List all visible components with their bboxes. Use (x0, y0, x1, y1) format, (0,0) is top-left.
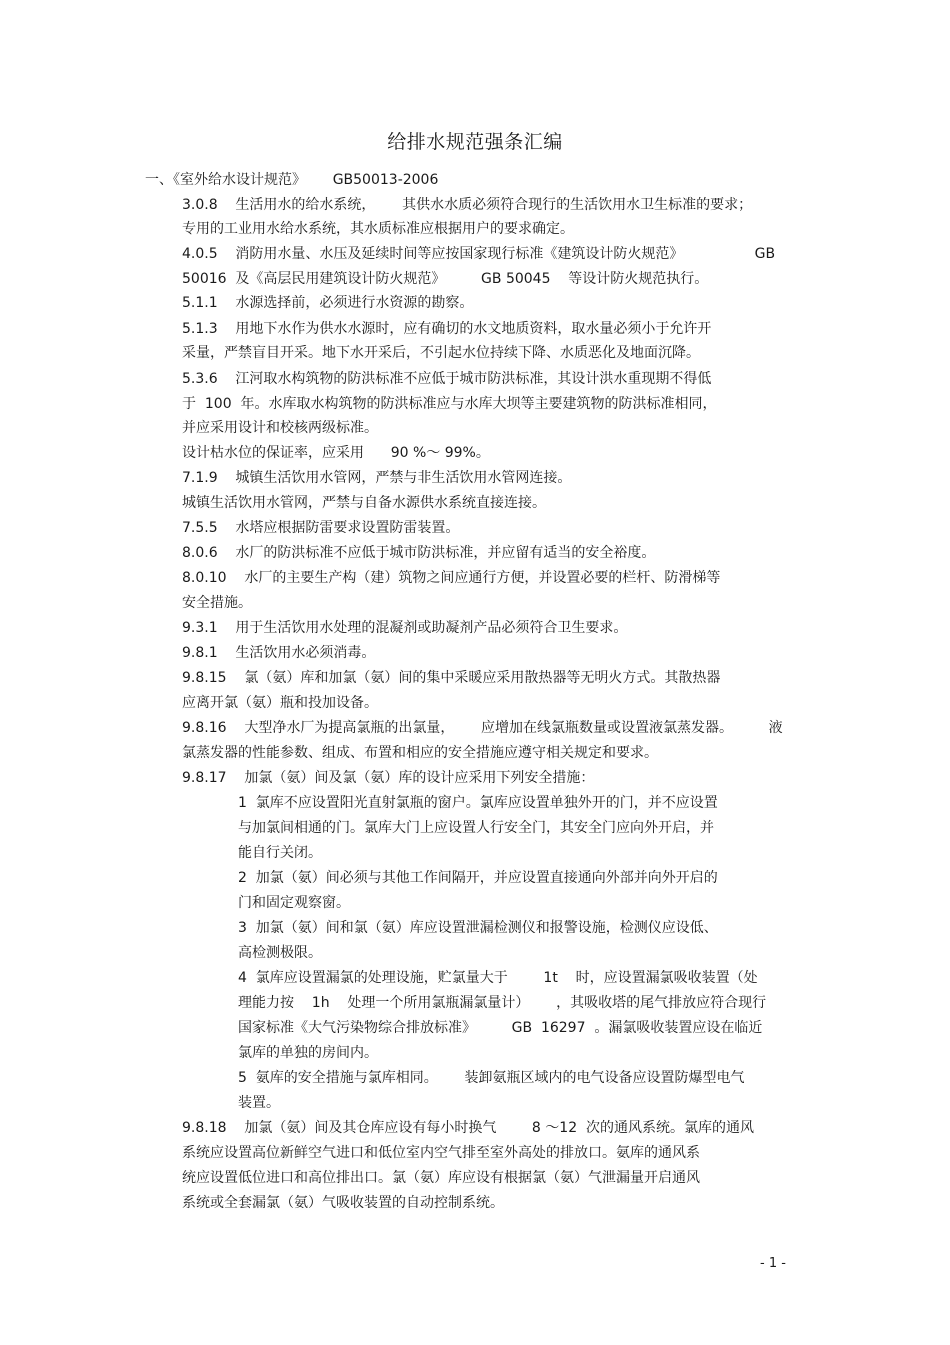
text-line: 8.0.10 水厂的主要生产构（建）筑物之间应通行方便，并设置必要的栏杆、防滑梯等 (182, 570, 721, 586)
text-line: 50016 及《高层民用建筑设计防火规范》 GB 50045 等设计防火规范执行。 (182, 271, 709, 287)
page-title: 给排水规范强条汇编 (387, 131, 563, 153)
list-item-continuation: 高检测极限。 (238, 945, 322, 961)
text-line: 设计枯水位的保证率，应采用 90 %～ 99%。 (182, 445, 490, 461)
text-line: 并应采用设计和校核两级标准。 (182, 420, 378, 436)
page-number: - 1 - (760, 1256, 786, 1271)
list-item: 2 加氯（氨）间必须与其他工作间隔开，并应设置直接通向外部并向外开启的 (238, 870, 718, 886)
text-line: 7.1.9 城镇生活饮用水管网，严禁与非生活饮用水管网连接。 (182, 470, 572, 486)
list-item-continuation: 氯库的单独的房间内。 (238, 1045, 378, 1061)
text-line: 于 100 年。水库取水构筑物的防洪标准应与水库大坝等主要建筑物的防洪标准相同， (182, 396, 717, 412)
list-item-continuation: 能自行关闭。 (238, 845, 322, 861)
list-item-continuation: 与加氯间相通的门。氯库大门上应设置人行安全门，其安全门应向外开启，并 (238, 820, 714, 836)
text-line: 5.3.6 江河取水构筑物的防洪标准不应低于城市防洪标准，其设计洪水重现期不得低 (182, 371, 712, 387)
list-item-continuation: 国家标准《大气污染物综合排放标准》 GB 16297 。漏氯吸收装置应设在临近 (238, 1020, 763, 1036)
text-line: 城镇生活饮用水管网，严禁与自备水源供水系统直接连接。 (182, 495, 546, 511)
list-item-continuation: 理能力按 1h 处理一个所用氯瓶漏氯量计） ，其吸收塔的尾气排放应符合现行 (238, 995, 767, 1011)
section-heading: 一、《室外给水设计规范》 GB50013-2006 (145, 172, 439, 188)
text-line: 系统或全套漏氯（氨）气吸收装置的自动控制系统。 (182, 1195, 504, 1211)
list-item: 4 氯库应设置漏氯的处理设施，贮氯量大于 1t 时，应设置漏氯吸收装置（处 (238, 970, 758, 986)
text-line: 9.8.18 加氯（氨）间及其仓库应设有每小时换气 8 ～12 次的通风系统。氯库的通风 (182, 1120, 755, 1136)
list-item: 3 加氯（氨）间和氯（氨）库应设置泄漏检测仪和报警设施，检测仪应设低、 (238, 920, 718, 936)
text-line: 专用的工业用水给水系统，其水质标准应根据用户的要求确定。 (182, 221, 574, 237)
text-line: 8.0.6 水厂的防洪标准不应低于城市防洪标准，并应留有适当的安全裕度。 (182, 545, 656, 561)
list-item-continuation: 装置。 (238, 1095, 280, 1111)
text-line: 安全措施。 (182, 595, 252, 611)
text-line: 统应设置低位进口和高位排出口。氯（氨）库应设有根据氯（氨）气泄漏量开启通风 (182, 1170, 700, 1186)
list-item: 5 氨库的安全措施与氯库相同。 装卸氨瓶区域内的电气设备应设置防爆型电气 (238, 1070, 745, 1086)
text-line: 5.1.3 用地下水作为供水水源时，应有确切的水文地质资料，取水量必须小于允许开 (182, 321, 712, 337)
text-line: 5.1.1 水源选择前，必须进行水资源的勘察。 (182, 295, 474, 311)
list-item: 1 氯库不应设置阳光直射氯瓶的窗户。氯库应设置单独外开的门，并不应设置 (238, 795, 718, 811)
text-line: 系统应设置高位新鲜空气进口和低位室内空气排至室外高处的排放口。氨库的通风系 (182, 1145, 700, 1161)
list-item-continuation: 门和固定观察窗。 (238, 895, 350, 911)
text-line: 氯蒸发器的性能参数、组成、布置和相应的安全措施应遵守相关规定和要求。 (182, 745, 658, 761)
text-line: 4.0.5 消防用水量、水压及延续时间等应按国家现行标准《建筑设计防火规范》 GB (182, 246, 776, 262)
text-line: 9.8.1 生活饮用水必须消毒。 (182, 645, 376, 661)
text-line: 3.0.8 生活用水的给水系统， 其供水水质必须符合现行的生活饮用水卫生标准的要求； (182, 197, 753, 213)
text-line: 应离开氯（氨）瓶和投加设备。 (182, 695, 378, 711)
text-line: 采量，严禁盲目开采。地下水开采后，不引起水位持续下降、水质恶化及地面沉降。 (182, 345, 700, 361)
text-line: 7.5.5 水塔应根据防雷要求设置防雷装置。 (182, 520, 460, 536)
text-line: 9.3.1 用于生活饮用水处理的混凝剂或助凝剂产品必须符合卫生要求。 (182, 620, 628, 636)
text-line: 9.8.16 大型净水厂为提高氯瓶的出氯量， 应增加在线氯瓶数量或设置液氯蒸发器。 液 (182, 720, 783, 736)
text-line: 9.8.17 加氯（氨）间及氯（氨）库的设计应采用下列安全措施： (182, 770, 595, 786)
text-line: 9.8.15 氯（氨）库和加氯（氨）间的集中采暖应采用散热器等无明火方式。其散热器 (182, 670, 721, 686)
